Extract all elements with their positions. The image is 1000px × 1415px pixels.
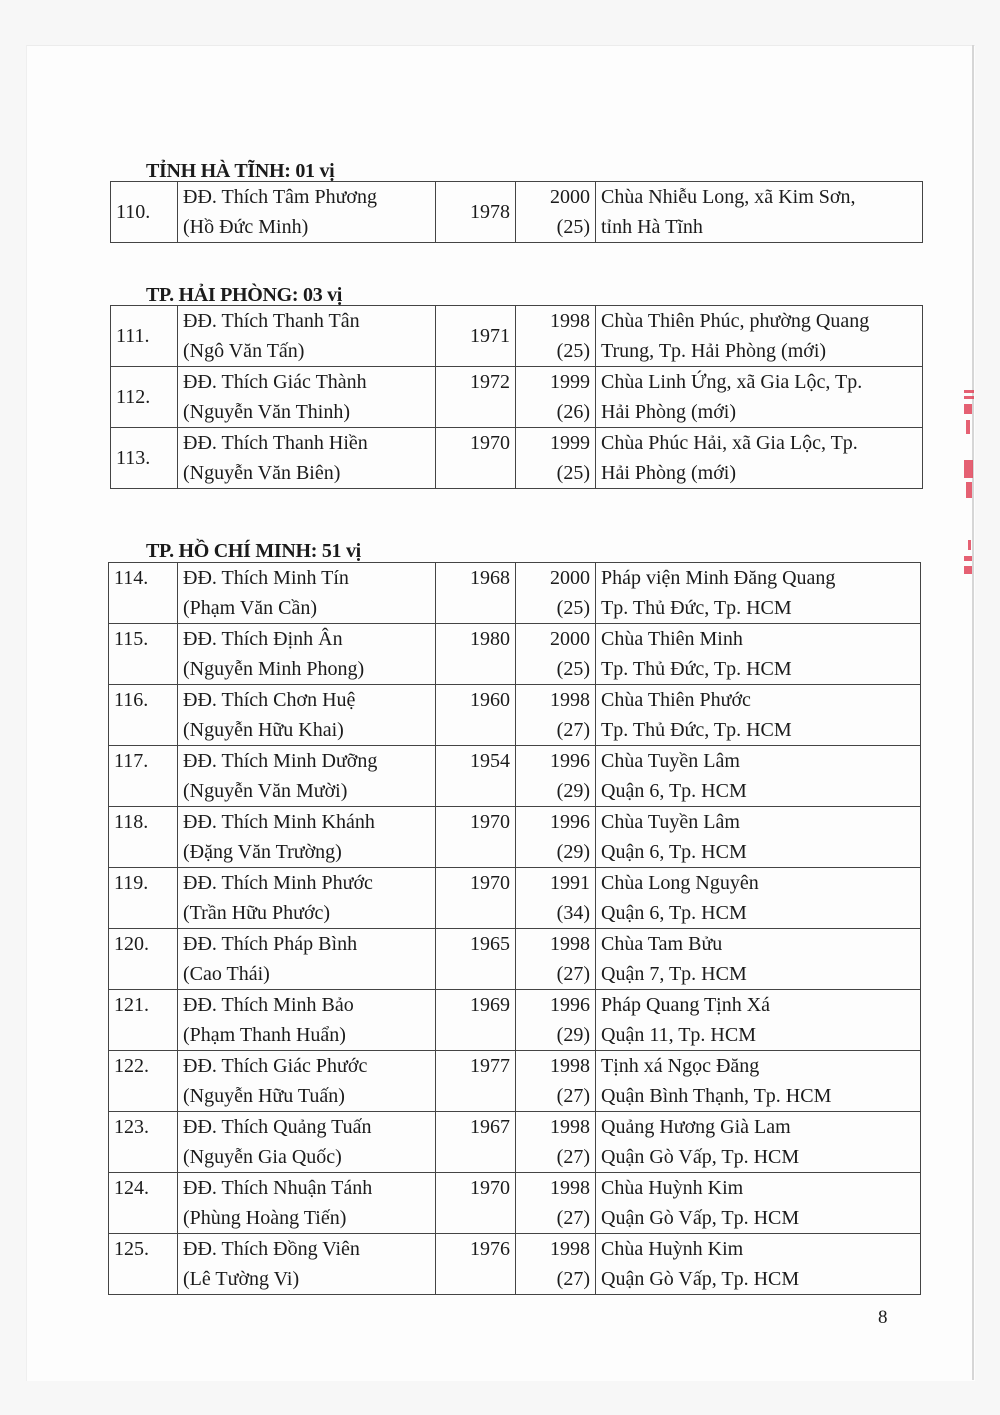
- temple-line-1: Chùa Huỳnh Kim: [601, 1238, 744, 1260]
- name-cell: [178, 868, 436, 929]
- table-row: [111, 367, 923, 428]
- row-number: 118.: [109, 807, 178, 868]
- lay-name: (Đặng Văn Trường): [183, 841, 342, 863]
- temple-line-2: Quận 11, Tp. HCM: [601, 1024, 756, 1046]
- ordination-age: (27): [556, 719, 590, 741]
- lay-name: (Nguyễn Minh Phong): [183, 658, 365, 680]
- temple-line-2: Hải Phòng (mới): [601, 401, 737, 423]
- row-number: 125.: [109, 1234, 178, 1295]
- table-row: [109, 746, 921, 807]
- ordination-year: 1998: [550, 1116, 590, 1138]
- dharma-name: ĐĐ. Thích Thanh Tân: [183, 310, 360, 332]
- temple-line-1: Quảng Hương Già Lam: [601, 1116, 791, 1138]
- temple-line-2: Quận 6, Tp. HCM: [601, 902, 747, 924]
- dharma-name: ĐĐ. Thích Định Ân: [183, 628, 343, 650]
- section-title-hai-phong: TP. HẢI PHÒNG: 03 vị: [146, 284, 343, 306]
- row-number: 120.: [109, 929, 178, 990]
- birth-year: 1976: [436, 1234, 516, 1295]
- temple-line-1: Pháp Quang Tịnh Xá: [601, 994, 771, 1016]
- temple-line-1: Chùa Huỳnh Kim: [601, 1177, 744, 1199]
- lay-name: (Nguyễn Văn Mười): [183, 780, 348, 802]
- dharma-name: ĐĐ. Thích Minh Tín: [183, 567, 349, 589]
- temple-cell: [596, 1173, 921, 1234]
- temple-line-2: Quận 6, Tp. HCM: [601, 780, 747, 802]
- temple-cell: [596, 1112, 921, 1173]
- ordination-age: (25): [556, 216, 590, 238]
- birth-year: 1970: [436, 807, 516, 868]
- lay-name: (Nguyễn Hữu Tuấn): [183, 1085, 345, 1107]
- temple-line-1: Chùa Tam Bửu: [601, 933, 723, 955]
- ordination-year: 1999: [550, 371, 590, 393]
- temple-cell: [596, 624, 921, 685]
- table-row: [111, 428, 923, 489]
- temple-line-2: Quận Gò Vấp, Tp. HCM: [601, 1207, 800, 1229]
- birth-year: 1960: [436, 685, 516, 746]
- ordination-year: 1998: [550, 1055, 590, 1077]
- lay-name: (Phùng Hoàng Tiến): [183, 1207, 347, 1229]
- birth-year: 1977: [436, 1051, 516, 1112]
- temple-cell: [596, 746, 921, 807]
- temple-line-1: Chùa Tuyền Lâm: [601, 811, 740, 833]
- page-edge: [972, 45, 974, 1380]
- row-number: 115.: [109, 624, 178, 685]
- ordination-cell: [516, 929, 596, 990]
- lay-name: (Trần Hữu Phước): [183, 902, 331, 924]
- table-row: [109, 929, 921, 990]
- ordination-cell: [516, 1173, 596, 1234]
- dharma-name: ĐĐ. Thích Giác Thành: [183, 371, 367, 393]
- birth-year: 1970: [436, 868, 516, 929]
- temple-cell: [596, 685, 921, 746]
- table-row: [109, 1173, 921, 1234]
- temple-line-1: Chùa Nhiễu Long, xã Kim Sơn,: [601, 186, 856, 208]
- lay-name: (Ngô Văn Tấn): [183, 340, 305, 362]
- lay-name: (Hồ Đức Minh): [183, 216, 309, 238]
- ordination-year: 1996: [550, 750, 590, 772]
- ordination-cell: [516, 624, 596, 685]
- name-cell: [178, 624, 436, 685]
- name-cell: [178, 182, 436, 243]
- row-number: 111.: [111, 306, 178, 367]
- dharma-name: ĐĐ. Thích Minh Phước: [183, 872, 373, 894]
- row-number: 124.: [109, 1173, 178, 1234]
- lay-name: (Nguyễn Hữu Khai): [183, 719, 344, 741]
- temple-line-1: Chùa Thiên Minh: [601, 628, 743, 650]
- temple-cell: [596, 990, 921, 1051]
- birth-year: 1954: [436, 746, 516, 807]
- temple-cell: [596, 929, 921, 990]
- ordination-cell: [516, 990, 596, 1051]
- ordination-cell: [516, 306, 596, 367]
- lay-name: (Cao Thái): [183, 963, 270, 985]
- temple-cell: [596, 1051, 921, 1112]
- row-number: 123.: [109, 1112, 178, 1173]
- temple-line-1: Chùa Thiên Phước: [601, 689, 751, 711]
- birth-year: 1965: [436, 929, 516, 990]
- birth-year: 1980: [436, 624, 516, 685]
- table-row: [109, 685, 921, 746]
- ordination-year: 1998: [550, 689, 590, 711]
- ordination-year: 1996: [550, 811, 590, 833]
- temple-line-2: Quận 7, Tp. HCM: [601, 963, 747, 985]
- lay-name: (Nguyễn Văn Biên): [183, 462, 341, 484]
- temple-line-2: Trung, Tp. Hải Phòng (mới): [601, 340, 827, 362]
- temple-line-2: Quận 6, Tp. HCM: [601, 841, 747, 863]
- dharma-name: ĐĐ. Thích Nhuận Tánh: [183, 1177, 373, 1199]
- ordination-age: (27): [556, 1085, 590, 1107]
- table-ha-tinh: [110, 181, 923, 243]
- name-cell: [178, 1051, 436, 1112]
- ordination-year: 2000: [550, 628, 590, 650]
- ordination-cell: [516, 563, 596, 624]
- name-cell: [178, 1112, 436, 1173]
- ordination-cell: [516, 685, 596, 746]
- ordination-year: 1998: [550, 933, 590, 955]
- temple-line-1: Chùa Long Nguyên: [601, 872, 759, 894]
- name-cell: [178, 685, 436, 746]
- temple-line-2: Tp. Thủ Đức, Tp. HCM: [601, 719, 792, 741]
- ordination-cell: [516, 182, 596, 243]
- ordination-age: (27): [556, 963, 590, 985]
- temple-line-2: Tp. Thủ Đức, Tp. HCM: [601, 658, 792, 680]
- ordination-year: 2000: [550, 567, 590, 589]
- ordination-cell: [516, 746, 596, 807]
- table-hai-phong: [110, 305, 923, 489]
- name-cell: [178, 990, 436, 1051]
- temple-cell: [596, 367, 923, 428]
- ordination-year: 1996: [550, 994, 590, 1016]
- ordination-cell: [516, 807, 596, 868]
- row-number: 112.: [111, 367, 178, 428]
- table-row: [109, 624, 921, 685]
- section-title-ho-chi-minh: TP. HỒ CHÍ MINH: 51 vị: [146, 540, 361, 562]
- temple-line-1: Pháp viện Minh Đăng Quang: [601, 567, 836, 589]
- lay-name: (Phạm Thanh Huẩn): [183, 1024, 346, 1046]
- name-cell: [178, 367, 436, 428]
- table-row: [109, 563, 921, 624]
- temple-line-1: Chùa Linh Ứng, xã Gia Lộc, Tp.: [601, 371, 863, 393]
- ordination-year: 2000: [550, 186, 590, 208]
- birth-year: 1967: [436, 1112, 516, 1173]
- name-cell: [178, 1173, 436, 1234]
- ordination-age: (25): [556, 658, 590, 680]
- temple-cell: [596, 1234, 921, 1295]
- ordination-age: (25): [556, 597, 590, 619]
- temple-cell: [596, 306, 923, 367]
- row-number: 119.: [109, 868, 178, 929]
- dharma-name: ĐĐ. Thích Tâm Phương: [183, 186, 378, 208]
- dharma-name: ĐĐ. Thích Minh Bảo: [183, 994, 354, 1016]
- ordination-year: 1999: [550, 432, 590, 454]
- temple-line-2: tỉnh Hà Tĩnh: [601, 216, 703, 238]
- temple-line-1: Chùa Phúc Hải, xã Gia Lộc, Tp.: [601, 432, 858, 454]
- table-row: [109, 807, 921, 868]
- row-number: 116.: [109, 685, 178, 746]
- ordination-age: (25): [556, 340, 590, 362]
- table-row: [111, 182, 923, 243]
- ordination-age: (29): [556, 841, 590, 863]
- birth-year: 1969: [436, 990, 516, 1051]
- row-number: 113.: [111, 428, 178, 489]
- ordination-cell: [516, 868, 596, 929]
- temple-line-2: Quận Gò Vấp, Tp. HCM: [601, 1146, 800, 1168]
- temple-line-2: Hải Phòng (mới): [601, 462, 737, 484]
- page-number: 8: [878, 1307, 888, 1328]
- ordination-age: (26): [556, 401, 590, 423]
- red-stamp-fragment: [962, 390, 976, 585]
- dharma-name: ĐĐ. Thích Minh Dưỡng: [183, 750, 378, 772]
- temple-line-1: Tịnh xá Ngọc Đăng: [601, 1055, 760, 1077]
- dharma-name: ĐĐ. Thích Pháp Bình: [183, 933, 358, 955]
- ordination-age: (27): [556, 1146, 590, 1168]
- dharma-name: ĐĐ. Thích Chơn Huệ: [183, 689, 356, 711]
- dharma-name: ĐĐ. Thích Quảng Tuấn: [183, 1116, 372, 1138]
- table-row: [109, 1234, 921, 1295]
- name-cell: [178, 428, 436, 489]
- table-row: [109, 990, 921, 1051]
- birth-year: 1970: [436, 428, 516, 489]
- dharma-name: ĐĐ. Thích Thanh Hiền: [183, 432, 368, 454]
- name-cell: [178, 746, 436, 807]
- temple-line-2: Quận Bình Thạnh, Tp. HCM: [601, 1085, 832, 1107]
- table-row: [109, 1112, 921, 1173]
- dharma-name: ĐĐ. Thích Giác Phước: [183, 1055, 368, 1077]
- row-number: 114.: [109, 563, 178, 624]
- ordination-year: 1998: [550, 1238, 590, 1260]
- temple-cell: [596, 563, 921, 624]
- table-row: [109, 1051, 921, 1112]
- birth-year: 1978: [436, 182, 516, 243]
- lay-name: (Nguyễn Văn Thinh): [183, 401, 351, 423]
- row-number: 117.: [109, 746, 178, 807]
- lay-name: (Lê Tường Vi): [183, 1268, 300, 1290]
- ordination-year: 1991: [550, 872, 590, 894]
- temple-cell: [596, 807, 921, 868]
- dharma-name: ĐĐ. Thích Minh Khánh: [183, 811, 375, 833]
- temple-cell: [596, 182, 923, 243]
- birth-year: 1972: [436, 367, 516, 428]
- ordination-age: (29): [556, 1024, 590, 1046]
- table-ho-chi-minh: [108, 562, 921, 1295]
- ordination-age: (27): [556, 1268, 590, 1290]
- name-cell: [178, 1234, 436, 1295]
- ordination-cell: [516, 428, 596, 489]
- birth-year: 1970: [436, 1173, 516, 1234]
- temple-cell: [596, 868, 921, 929]
- ordination-cell: [516, 367, 596, 428]
- lay-name: (Nguyễn Gia Quốc): [183, 1146, 342, 1168]
- birth-year: 1971: [436, 306, 516, 367]
- ordination-cell: [516, 1112, 596, 1173]
- lay-name: (Phạm Văn Cần): [183, 597, 318, 619]
- name-cell: [178, 306, 436, 367]
- row-number: 122.: [109, 1051, 178, 1112]
- ordination-age: (27): [556, 1207, 590, 1229]
- name-cell: [178, 807, 436, 868]
- name-cell: [178, 929, 436, 990]
- table-row: [109, 868, 921, 929]
- dharma-name: ĐĐ. Thích Đồng Viên: [183, 1238, 360, 1260]
- birth-year: 1968: [436, 563, 516, 624]
- ordination-age: (29): [556, 780, 590, 802]
- ordination-cell: [516, 1051, 596, 1112]
- temple-line-2: Quận Gò Vấp, Tp. HCM: [601, 1268, 800, 1290]
- section-title-ha-tinh: TỈNH HÀ TĨNH: 01 vị: [146, 160, 335, 182]
- temple-line-1: Chùa Thiên Phúc, phường Quang: [601, 310, 870, 332]
- row-number: 110.: [111, 182, 178, 243]
- ordination-age: (25): [556, 462, 590, 484]
- ordination-age: (34): [556, 902, 590, 924]
- row-number: 121.: [109, 990, 178, 1051]
- temple-line-1: Chùa Tuyền Lâm: [601, 750, 740, 772]
- temple-cell: [596, 428, 923, 489]
- name-cell: [178, 563, 436, 624]
- temple-line-2: Tp. Thủ Đức, Tp. HCM: [601, 597, 792, 619]
- table-row: [111, 306, 923, 367]
- ordination-cell: [516, 1234, 596, 1295]
- ordination-year: 1998: [550, 310, 590, 332]
- ordination-year: 1998: [550, 1177, 590, 1199]
